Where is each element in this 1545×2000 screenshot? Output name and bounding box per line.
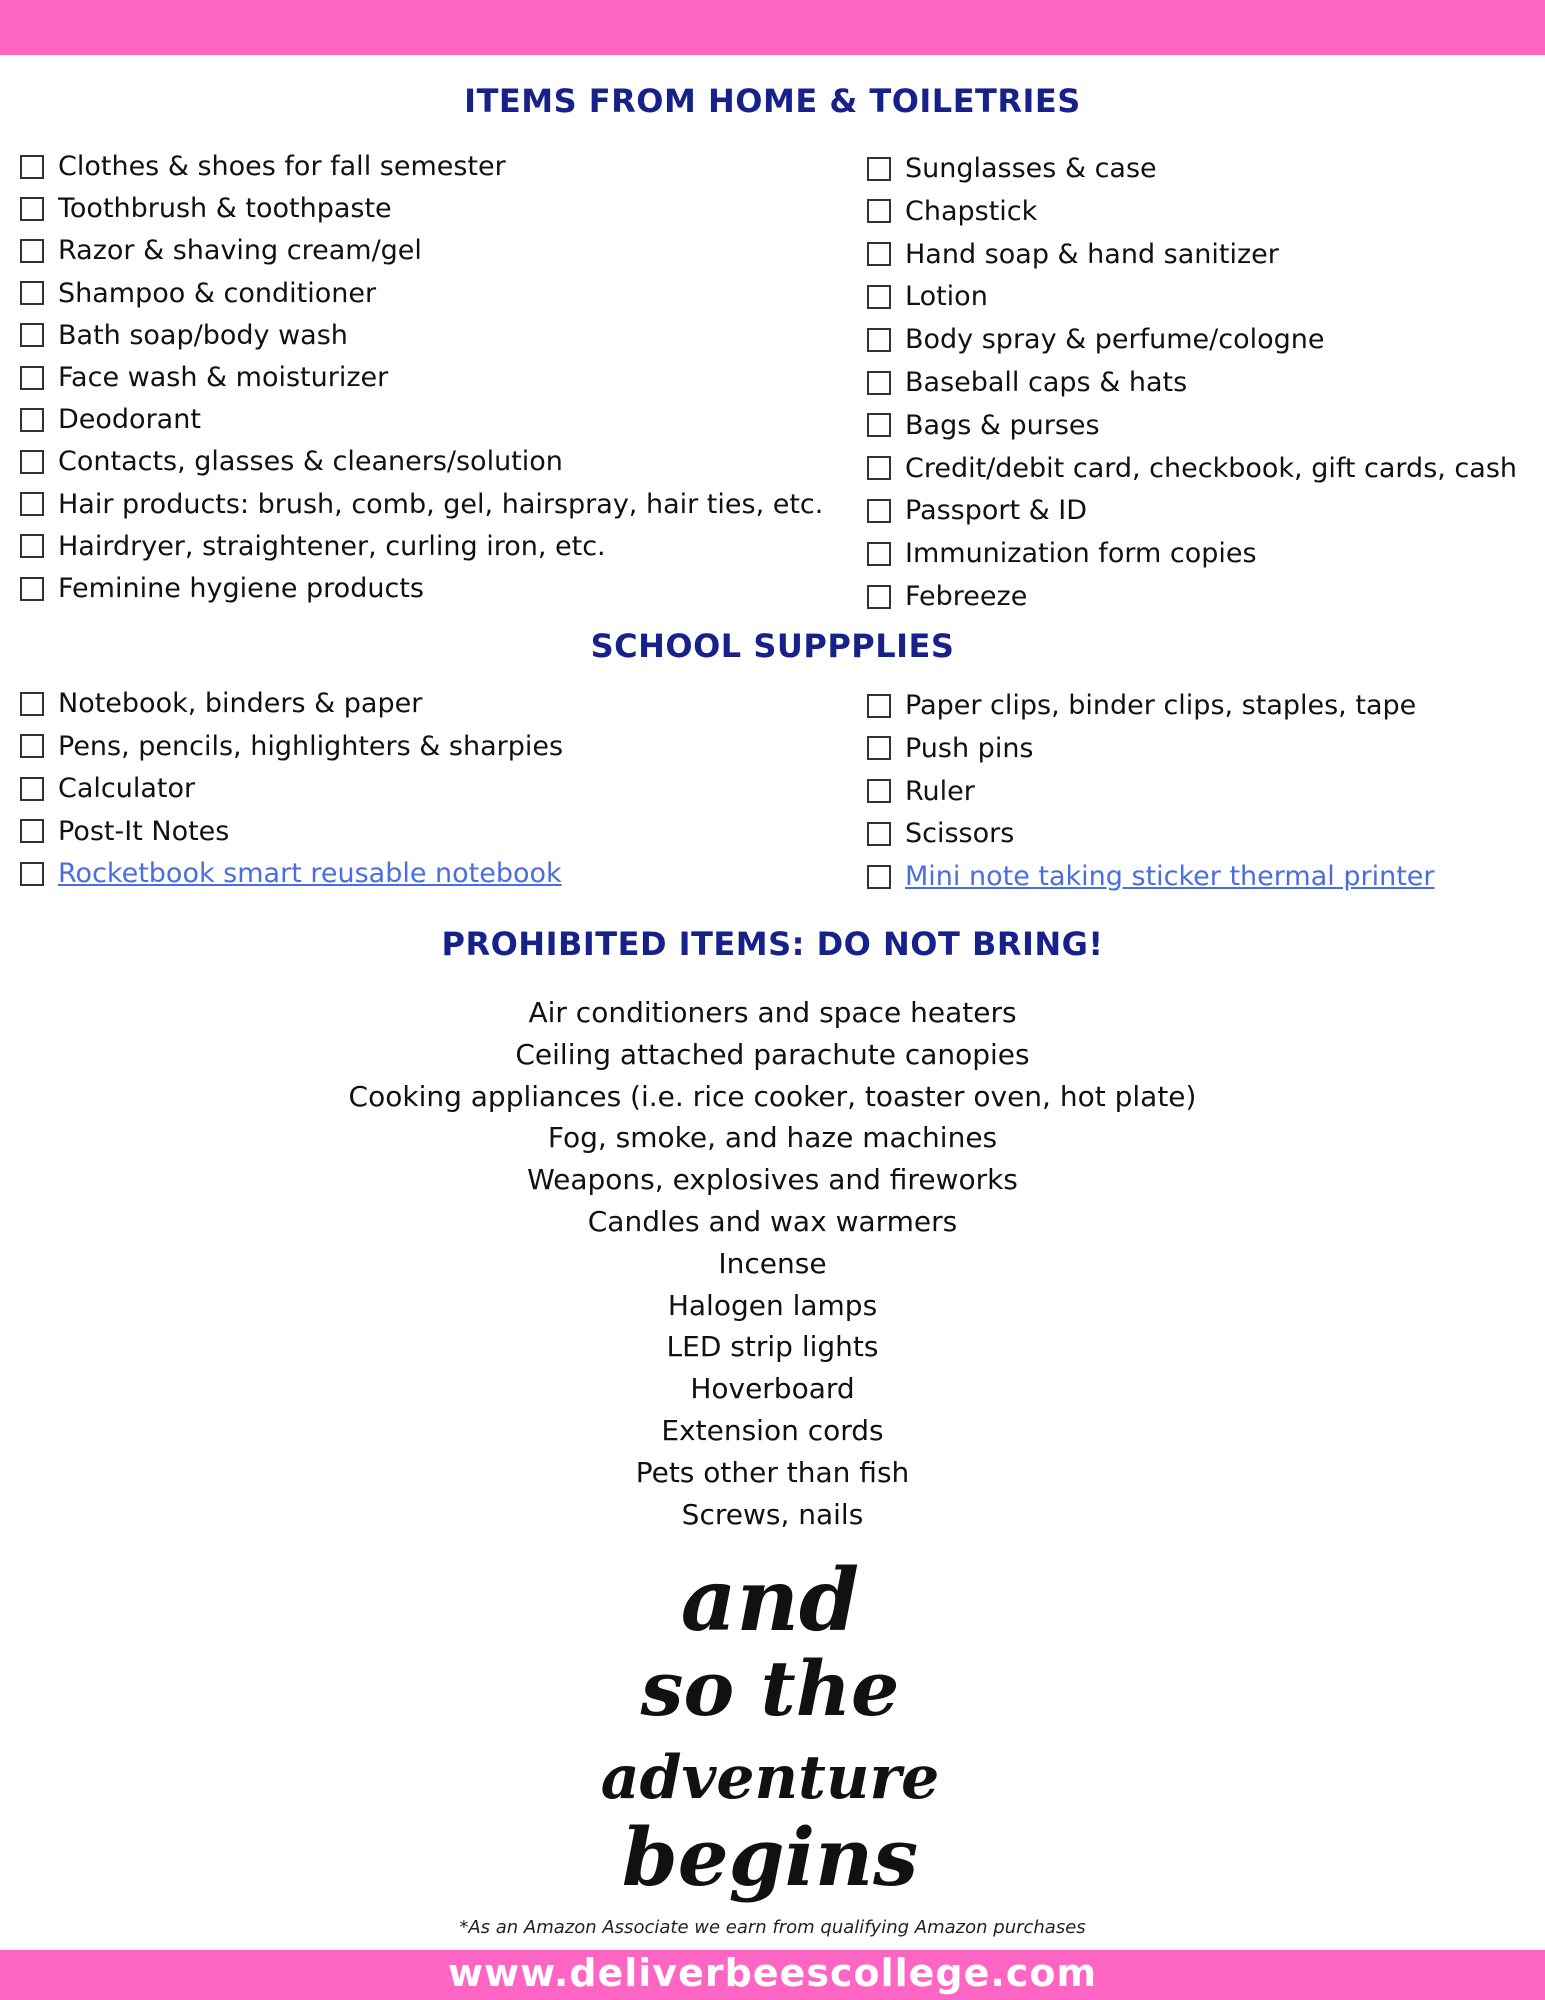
prohibited-item: Hoverboard xyxy=(690,1372,855,1406)
checkbox[interactable] xyxy=(20,197,44,221)
checklist-item-label: Post-It Notes xyxy=(58,815,230,847)
checklist-item-label: Baseball caps & hats xyxy=(905,367,1188,398)
checklist-item-label: Razor & shaving cream/gel xyxy=(58,235,422,267)
artwork-line-1: and xyxy=(680,1550,860,1651)
prohibited-item: LED strip lights xyxy=(666,1330,879,1364)
prohibited-item: Extension cords xyxy=(661,1413,884,1447)
checkbox[interactable] xyxy=(867,865,891,889)
checklist-item[interactable] xyxy=(20,151,506,182)
prohibited-item: Screws, nails xyxy=(681,1497,864,1531)
checklist-item[interactable] xyxy=(867,453,1517,484)
checkbox[interactable] xyxy=(20,692,44,716)
prohibited-item: Air conditioners and space heaters xyxy=(528,996,1017,1029)
checkbox[interactable] xyxy=(20,734,44,758)
checkbox[interactable] xyxy=(867,694,891,718)
checkbox[interactable] xyxy=(20,577,44,601)
checklist-item[interactable] xyxy=(867,776,975,807)
checklist-item[interactable] xyxy=(20,731,563,762)
checkbox[interactable] xyxy=(867,285,891,309)
checkbox[interactable] xyxy=(867,242,891,266)
artwork-line-4: begins xyxy=(621,1810,919,1904)
checklist-item-label: Sunglasses & case xyxy=(905,153,1157,184)
checklist-item-label: Ruler xyxy=(905,775,975,807)
checklist-item[interactable] xyxy=(20,362,388,393)
checklist-item-label: Bags & purses xyxy=(905,409,1100,441)
checklist-item[interactable] xyxy=(867,410,1100,441)
prohibited-item: Ceiling attached parachute canopies xyxy=(515,1037,1030,1071)
checklist-item[interactable] xyxy=(867,153,1157,184)
checklist-item[interactable] xyxy=(20,235,422,266)
checklist-item[interactable] xyxy=(867,239,1279,270)
checklist-item[interactable] xyxy=(867,367,1187,398)
checklist-item-label: Calculator xyxy=(58,773,196,805)
checklist-item[interactable] xyxy=(867,538,1257,569)
checklist-item-label: Clothes & shoes for fall semester xyxy=(58,151,506,182)
checklist-item[interactable] xyxy=(867,281,988,312)
checkbox[interactable] xyxy=(867,371,891,395)
checkbox[interactable] xyxy=(20,281,44,305)
checkbox[interactable] xyxy=(20,534,44,558)
checklist-item-label: Febreeze xyxy=(905,581,1028,612)
prohibited-item: Halogen lamps xyxy=(667,1288,878,1322)
checklist-item[interactable] xyxy=(20,446,563,477)
checklist-item[interactable] xyxy=(867,733,1034,764)
prohibited-items-list xyxy=(0,992,1545,1535)
checklist-item-label: Contacts, glasses & cleaners/solution xyxy=(58,446,563,478)
checkbox[interactable] xyxy=(867,328,891,352)
checklist-item-label: Shampoo & conditioner xyxy=(58,277,377,309)
checklist-item-label: Push pins xyxy=(905,732,1034,764)
checkbox[interactable] xyxy=(20,408,44,432)
checkbox[interactable] xyxy=(867,542,891,566)
checklist-item-label: Hairdryer, straightener, curling iron, etc. xyxy=(58,530,606,562)
artwork-line-3: adventure xyxy=(600,1743,940,1813)
footer-website-url[interactable]: www.deliverbeescollege.com xyxy=(447,1951,1098,1995)
checklist-item[interactable] xyxy=(20,193,392,224)
checklist-item[interactable] xyxy=(20,278,376,309)
checklist-item-label: Pens, pencils, highlighters & sharpies xyxy=(58,730,564,762)
checkbox[interactable] xyxy=(20,155,44,179)
section-heading-home-toiletries: ITEMS FROM HOME & TOILETRIES xyxy=(464,82,1081,120)
prohibited-item: Weapons, explosives and fireworks xyxy=(527,1163,1018,1197)
checkbox[interactable] xyxy=(867,413,891,437)
checklist-item[interactable] xyxy=(20,404,201,435)
checklist-item[interactable] xyxy=(867,495,1087,526)
checkbox[interactable] xyxy=(867,199,891,223)
checklist-item-label: Deodorant xyxy=(58,404,201,436)
checklist-item[interactable] xyxy=(20,489,823,520)
checklist-item-label: Scissors xyxy=(905,818,1015,850)
prohibited-item: Candles and wax warmers xyxy=(587,1204,958,1238)
checkbox[interactable] xyxy=(867,157,891,181)
rocketbook-link[interactable]: Rocketbook smart reusable notebook xyxy=(58,858,562,890)
artwork-line-2: so the xyxy=(640,1644,900,1733)
checklist-item[interactable] xyxy=(20,773,195,804)
checklist-item[interactable] xyxy=(867,196,1037,227)
rocketbook-link-item[interactable] xyxy=(20,858,562,889)
checklist-item[interactable] xyxy=(20,816,229,847)
checkbox[interactable] xyxy=(867,499,891,523)
checkbox[interactable] xyxy=(20,819,44,843)
checklist-item[interactable] xyxy=(867,818,1014,849)
thermal-printer-link-item[interactable] xyxy=(867,861,1435,892)
amazon-associate-disclaimer: *As an Amazon Associate we earn from qualifying Amazon purchases xyxy=(459,1917,1086,1938)
checkbox[interactable] xyxy=(20,323,44,347)
prohibited-item: Cooking appliances (i.e. rice cooker, toaster oven, hot plate) xyxy=(348,1079,1197,1113)
checklist-item-label: Lotion xyxy=(905,281,988,313)
checklist-item[interactable] xyxy=(20,573,424,604)
checklist-item[interactable] xyxy=(867,324,1325,355)
top-pink-bar xyxy=(0,0,1545,55)
checklist-item[interactable] xyxy=(867,690,1416,721)
checklist-item-label: Credit/debit card, checkbook, gift cards, cash xyxy=(905,452,1517,484)
checklist-item-label: Hair products: brush, comb, gel, hairspray, hair ties, etc. xyxy=(58,488,824,520)
checklist-item-label: Notebook, binders & paper xyxy=(58,688,423,719)
prohibited-item: Incense xyxy=(718,1246,827,1280)
checklist-item-label: Bath soap/body wash xyxy=(58,319,348,351)
checkbox[interactable] xyxy=(20,450,44,474)
checkbox[interactable] xyxy=(867,779,891,803)
checkbox[interactable] xyxy=(20,239,44,263)
checkbox[interactable] xyxy=(20,492,44,516)
checklist-item-label: Chapstick xyxy=(905,195,1038,227)
checkbox[interactable] xyxy=(867,456,891,480)
checklist-item[interactable] xyxy=(20,531,606,562)
thermal-printer-link[interactable]: Mini note taking sticker thermal printer xyxy=(905,861,1435,893)
checklist-item-label: Feminine hygiene products xyxy=(58,573,424,604)
checklist-item-label: Body spray & perfume/cologne xyxy=(905,324,1325,356)
and-so-the-adventure-begins-artwork xyxy=(590,1540,950,1920)
checkbox[interactable] xyxy=(20,862,44,886)
checkbox[interactable] xyxy=(20,366,44,390)
checklist-item-label: Toothbrush & toothpaste xyxy=(58,193,392,225)
checklist-item[interactable] xyxy=(20,688,422,719)
prohibited-item: Pets other than fish xyxy=(635,1455,910,1489)
checklist-item-label: Passport & ID xyxy=(905,495,1088,527)
section-heading-prohibited: PROHIBITED ITEMS: DO NOT BRING! xyxy=(441,925,1104,963)
checklist-item-label: Hand soap & hand sanitizer xyxy=(905,238,1279,270)
prohibited-item: Fog, smoke, and haze machines xyxy=(547,1121,998,1155)
checklist-item-label: Paper clips, binder clips, staples, tape xyxy=(905,690,1417,721)
checkbox[interactable] xyxy=(20,777,44,801)
checkbox[interactable] xyxy=(867,736,891,760)
checklist-item-label: Face wash & moisturizer xyxy=(58,362,389,393)
checklist-item[interactable] xyxy=(867,581,1027,612)
checklist-item-label: Immunization form copies xyxy=(905,538,1257,570)
section-heading-school-supplies: SCHOOL SUPPPLIES xyxy=(590,627,955,665)
checkbox[interactable] xyxy=(867,822,891,846)
checkbox[interactable] xyxy=(867,585,891,609)
checklist-item[interactable] xyxy=(20,320,348,351)
